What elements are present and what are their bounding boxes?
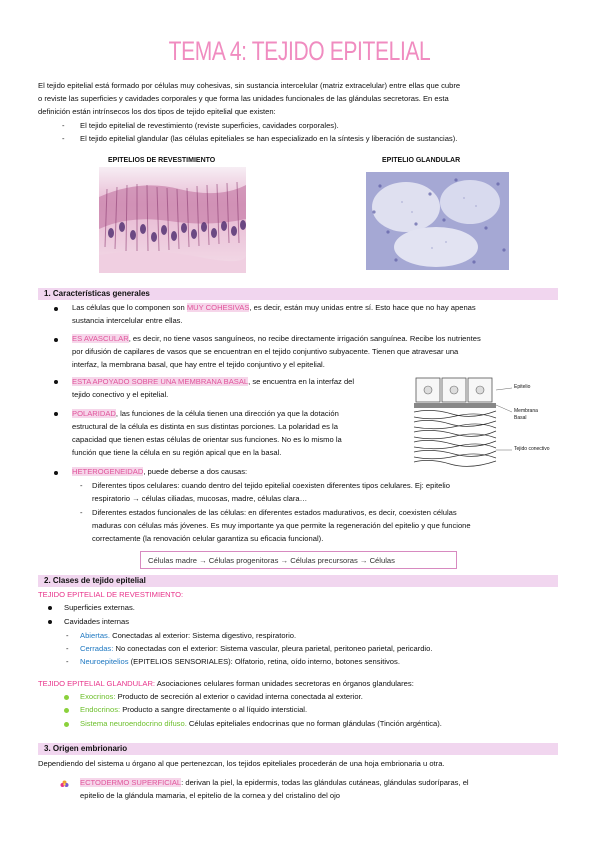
- intro-dash-2: -: [62, 134, 65, 143]
- sec1-sub-1-line-1: Diferentes tipos celulares: cuando dentro del tejido epitelial coexisten diferentes tipos celulares. Ej: epitelio: [92, 481, 450, 490]
- intro-item-1: El tejido epitelial de revestimiento (reviste superficies, cavidades corporales).: [80, 121, 339, 130]
- sec1-bullet-2-line-3: interfaz, la membrana basal, que hay entre el tejido conjuntivo y el epitelial.: [72, 360, 325, 369]
- figure-caption-right: EPITELIO GLANDULAR: [382, 157, 461, 164]
- sec1-sub-2-line-1: Diferentes estados funcionales de las células: en diferentes estados madurativos, es decir, coexisten células: [92, 508, 457, 517]
- glandular-heading: TEJIDO EPITELIAL GLANDULAR: Asociaciones celulares forman unidades secretoras en órganos glandulares:: [38, 679, 414, 688]
- dash: -: [66, 644, 69, 653]
- ectodermo-line-2: epitelio de la glándula mamaria, el epitelio de la cornea y del cristalino del ojo: [80, 791, 341, 800]
- sec1-bullet-1-line-1: Las células que lo componen son MUY COHESIVAS, es decir, están muy unidas entre sí. Esto hace que no hay apenas: [72, 303, 476, 312]
- abiertas-item: Abiertas. Conectadas al exterior: Sistema digestivo, respiratorio.: [80, 631, 297, 640]
- page-title: TEMA 4: TEJIDO EPITELIAL: [168, 36, 431, 66]
- bullet-dot: [64, 695, 69, 700]
- epithelium-micrograph: [99, 167, 246, 273]
- ectodermo-line-1: ECTODERMO SUPERFICIAL: derivan la piel, la epidermis, todas las glándulas cutáneas, glándulas sudoríparas, el: [80, 778, 469, 787]
- sec1-bullet-5-line-1: HETEROGENEIDAD, puede deberse a dos causas:: [72, 467, 248, 476]
- sec1-bullet-4-line-1: POLARIDAD, las funciones de la célula tienen una dirección ya que la dotación: [72, 409, 339, 418]
- sec1-bullet-4-line-3: capacidad que tienen estas células de orientar sus funciones. No es lo mismo la: [72, 435, 342, 444]
- intro-line-1: El tejido epitelial está formado por células muy cohesivas, sin sustancia intercelular (matriz extracelular) entre ellas que cubre: [38, 81, 461, 90]
- bullet-dot: [48, 606, 52, 610]
- revestimiento-heading: TEJIDO EPITELIAL DE REVESTIMIENTO:: [38, 590, 184, 599]
- neuroendocrino-item: Sistema neuroendocrino difuso. Células epiteliales endocrinas que no forman glándulas (Tinción argéntica).: [80, 719, 442, 728]
- bullet-dot: [54, 338, 58, 342]
- sec1-bullet-1-line-2: sustancia intercelular entre ellas.: [72, 316, 183, 325]
- superficies-externas: Superficies externas.: [64, 603, 135, 612]
- sec1-sub-2-line-2: maduras con células más jóvenes. Es muy importante ya que permite la regeneración del epitelio y que funcione: [92, 521, 471, 530]
- flower-bullet-icon: [60, 776, 69, 785]
- bullet-dot: [48, 620, 52, 624]
- bullet-dot: [64, 708, 69, 713]
- bullet-dot: [64, 722, 69, 727]
- origen-intro: Dependiendo del sistema u órgano al que pertenezcan, los tejidos epiteliales procederán de una hoja embrionaria u otra.: [38, 759, 445, 768]
- exocrinos-item: Exocrinos: Producto de secreción al exterior o cavidad interna conectada al exterior.: [80, 692, 363, 701]
- sec1-bullet-4-line-2: estructural de la célula es distinta en sus distintas porciones. La polaridad es la: [72, 422, 338, 431]
- endocrinos-item: Endocrinos: Producto a sangre directamente o al líquido intersticial.: [80, 705, 308, 714]
- intro-item-2: El tejido epitelial glandular (las células epiteliales se han especializado en la síntesis y liberación de sustancias).: [80, 134, 458, 143]
- sec1-bullet-3-line-2: tejido conectivo y el epitelial.: [72, 390, 169, 399]
- section-heading-1: 1. Características generales: [38, 288, 558, 300]
- diagram-label-conectivo: Tejido conectivo: [514, 446, 550, 452]
- diagram-label-membrana: Membrana: [514, 408, 538, 414]
- basal-membrane-diagram: [412, 374, 560, 472]
- intro-line-2: o reviste las superficies y cavidades corporales y que forma las unidades funcionales de las glándulas secretoras. En esta: [38, 94, 449, 103]
- section-heading-2: 2. Clases de tejido epitelial: [38, 575, 558, 587]
- dash: -: [66, 657, 69, 666]
- sec1-bullet-4-line-4: función que tiene la célula en su región apical que en la basal.: [72, 448, 282, 457]
- bullet-dot: [54, 471, 58, 475]
- dash: -: [80, 481, 83, 490]
- bullet-dot: [54, 412, 58, 416]
- intro-dash-1: -: [62, 121, 65, 130]
- sec1-bullet-2-line-2: por difusión de capilares de vasos que se encuentran en el tejido conjuntivo subyacente. Tienen que atravesar una: [72, 347, 459, 356]
- sec1-sub-2-line-3: correctamente (la renovación celular garantiza su eficacia funcional).: [92, 534, 324, 543]
- gland-micrograph: [366, 172, 509, 270]
- sec1-bullet-3-line-1: ESTA APOYADO SOBRE UNA MEMBRANA BASAL, se encuentra en la interfaz del: [72, 377, 355, 386]
- figure-caption-left: EPITELIOS DE REVESTIMIENTO: [108, 157, 216, 164]
- dash: -: [80, 508, 83, 517]
- intro-line-3: definición están intrínsecos los dos tipos de tejido epitelial que existen:: [38, 107, 276, 116]
- section-heading-3: 3. Origen embrionario: [38, 743, 558, 755]
- diagram-label-basal: Basal: [514, 415, 527, 421]
- dash: -: [66, 631, 69, 640]
- bullet-dot: [54, 307, 58, 311]
- sec1-sub-1-line-2: respiratorio → células ciliadas, mucosas, madre, células clara…: [92, 494, 308, 503]
- bullet-dot: [54, 380, 58, 384]
- sec1-bullet-2-line-1: ES AVASCULAR, es decir, no tiene vasos sanguíneos, no recibe directamente irrigación sanguínea. Recibe los nutrientes: [72, 334, 481, 343]
- cell-lineage-text: Células madre → Células progenitoras → Células precursoras → Células: [148, 556, 395, 565]
- diagram-label-epitelio: Epitelio: [514, 384, 531, 390]
- neuroepitelios-item: Neuroepitelios (EPITELIOS SENSORIALES): Olfatorio, retina, oído interno, botones sensitivos.: [80, 657, 400, 666]
- cavidades-internas: Cavidades internas: [64, 617, 130, 626]
- cerradas-item: Cerradas: No conectadas con el exterior: Sistema vascular, pleura parietal, peritoneo parietal, pericardio.: [80, 644, 433, 653]
